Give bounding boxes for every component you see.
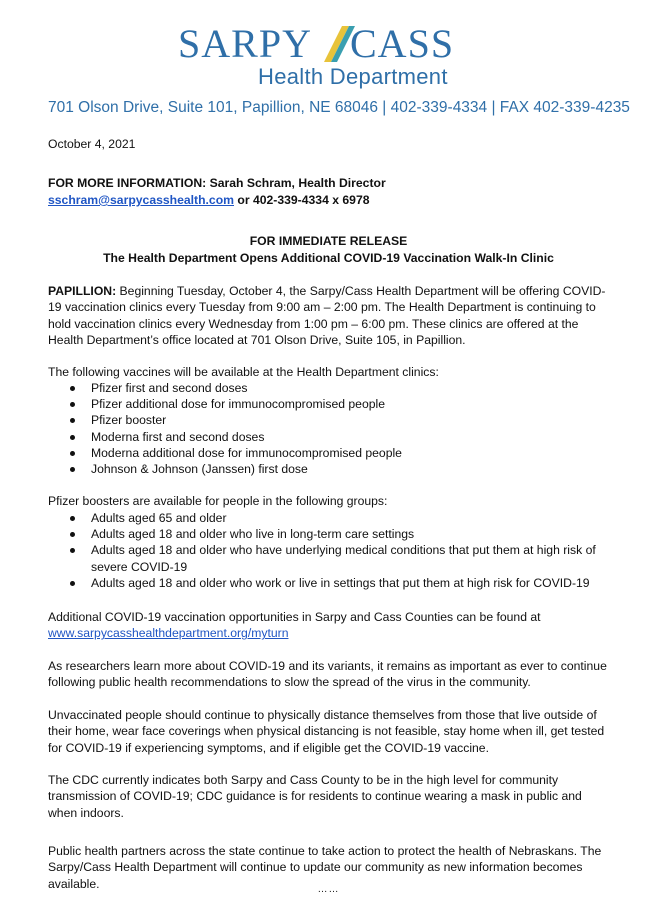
bullet-icon: [70, 386, 75, 391]
list-item: Adults aged 18 and older who have underlying medical conditions that put them at high risk of severe COVID-19: [48, 542, 618, 574]
dateline: PAPILLION:: [48, 284, 117, 298]
release-date: October 4, 2021: [48, 137, 136, 151]
bullet-icon: [70, 451, 75, 456]
bullet-icon: [70, 516, 75, 521]
list-item: Adults aged 18 and older who live in long-term care settings: [48, 526, 618, 542]
contact-line: FOR MORE INFORMATION: Sarah Schram, Health Director: [48, 176, 386, 190]
myturn-link[interactable]: www.sarpycasshealthdepartment.org/myturn: [48, 626, 289, 641]
list-item: Pfizer booster: [48, 412, 618, 428]
bullet-icon: [70, 548, 75, 553]
release-headline: The Health Department Opens Additional COVID-19 Vaccination Walk-In Clinic: [103, 251, 554, 265]
contact-email-link[interactable]: sschram@sarpycasshealth.com: [48, 193, 234, 207]
contact-phone: or 402-339-4334 x 6978: [234, 193, 370, 207]
list-item: Pfizer additional dose for immunocompromised people: [48, 396, 618, 412]
bullet-icon: [70, 581, 75, 586]
logo-word-cass: CASS: [350, 21, 455, 66]
list-item: Adults aged 18 and older who work or live in settings that put them at high risk for COVID-19: [48, 575, 618, 591]
bullet-icon: [70, 532, 75, 537]
contact-email-line: [48, 192, 370, 208]
unvaccinated-paragraph: Unvaccinated people should continue to physically distance themselves from those that live outside of their home, wear face coverings when physical distancing is not feasible, stay home when ill, get tested for COVID-19 if experiencing symptoms, and if eligible get the COVID-19 vaccine.: [48, 708, 605, 755]
opportunities-paragraph: [48, 609, 608, 642]
list-item: Pfizer first and second doses: [48, 380, 618, 396]
bullet-icon: [70, 402, 75, 407]
list-item: Adults aged 65 and older: [48, 510, 618, 526]
opportunities-text: Additional COVID-19 vaccination opportunities in Sarpy and Cass Counties can be found at: [48, 610, 541, 624]
boosters-lead: Pfizer boosters are available for people in the following groups:: [48, 494, 388, 508]
letterhead-address: 701 Olson Drive, Suite 101, Papillion, NE 68046 | 402-339-4334 | FAX 402-339-4235: [48, 99, 630, 116]
list-item: Moderna first and second doses: [48, 429, 618, 445]
cdc-paragraph: The CDC currently indicates both Sarpy and Cass County to be in the high level for community transmission of COVID-19; CDC guidance is for residents to continue wearing a mask in public and when indoors.: [48, 773, 582, 820]
bullet-icon: [70, 435, 75, 440]
release-label: FOR IMMEDIATE RELEASE: [249, 234, 408, 248]
logo-subtitle: Health Department: [258, 64, 448, 89]
variants-paragraph: As researchers learn more about COVID-19 and its variants, it remains as important as ever to continue following public health recommendations to slow the spread of the virus in the community.: [48, 659, 607, 690]
end-mark: ……: [317, 884, 340, 895]
intro-text: Beginning Tuesday, October 4, the Sarpy/Cass Health Department will be offering COVID-19 vaccination clinics every Tuesday from 9:00 am – 2:00 pm. The Health Department is continuing to hold vaccination clinics every Wednesday from 1:00 pm – 6:00 pm. These clinics are offered at the Health Department’s office located at 701 Olson Drive, Suite 105, in Papillion.: [48, 284, 606, 347]
booster-list: [48, 510, 618, 591]
partners-paragraph: Public health partners across the state continue to take action to protect the health of Nebraskans. The Sarpy/Cass Health Department will continue to update our community as new information becomes available.: [48, 844, 602, 891]
bullet-icon: [70, 467, 75, 472]
intro-paragraph: [48, 283, 608, 348]
sarpy-cass-logo: [0, 22, 657, 92]
vaccine-list: [48, 380, 618, 477]
list-item: Johnson & Johnson (Janssen) first dose: [48, 461, 618, 477]
logo-word-sarpy: SARPY: [178, 21, 312, 66]
vaccines-lead: The following vaccines will be available at the Health Department clinics:: [48, 365, 439, 379]
list-item: Moderna additional dose for immunocompromised people: [48, 445, 618, 461]
bullet-icon: [70, 418, 75, 423]
